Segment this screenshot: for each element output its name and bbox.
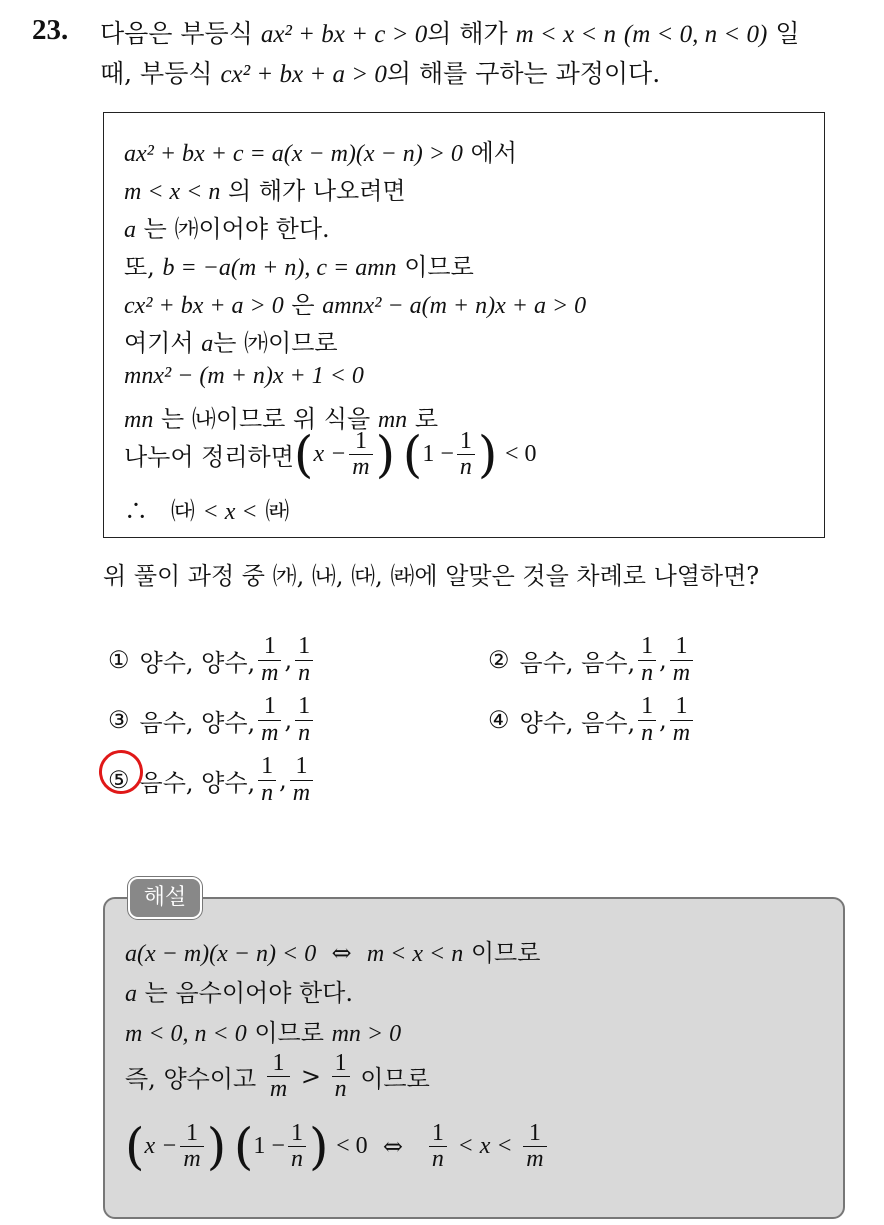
fraction-1-over-m: $\frac{1}{m}$ [349,429,372,480]
process-line-5: cx² + bx + a > 0 은 amnx² − a(m + n)x + a > 0 [124,291,587,319]
process-line-4: 또, b = −a(m + n), c = amn 이므로 [124,253,474,281]
process-line-7: mnx² − (m + n)x + 1 < 0 [124,363,364,389]
process-line-9: 나누어 정리하면(x − $\frac{1}{m}$ ) (1 − $\frac{1}{n}$ ) < 0 [124,425,537,484]
process-line-1: ax² + bx + c = a(x − m)(x − n) > 0 에서 [124,139,517,167]
question-prompt: 위 풀이 과정 중 ㈎, ㈏, ㈐, ㈑에 알맞은 것을 차례로 나열하면? [103,562,760,590]
solution-label: 해설 [128,877,202,919]
fraction-1-over-n: $\frac{1}{n}$ [457,429,475,480]
option-1[interactable]: ① 양수, 양수, $\frac{1}{m}$ , $\frac{1}{n}$ [108,632,316,688]
blank-na: ㈏ [191,405,216,433]
blank-ga-2: ㈎ [244,329,269,357]
option-2[interactable]: ② 음수, 음수, $\frac{1}{n}$ , $\frac{1}{m}$ [488,632,696,688]
option-4[interactable]: ④ 양수, 음수, $\frac{1}{n}$ , $\frac{1}{m}$ [488,692,696,748]
process-line-8: mn 는 ㈏이므로 위 식을 mn 로 [124,405,438,433]
solution-line-4: 즉, 양수이고 $\frac{1}{m}$ > $\frac{1}{n}$ 이므로 [125,1050,430,1103]
solution-line-1: a(x − m)(x − n) < 0 ⇔ m < x < n 이므로 [125,939,541,967]
option-5[interactable]: ⑤ 음수, 양수, $\frac{1}{n}$ , $\frac{1}{m}$ [108,752,316,808]
blank-ra: ㈑ [265,497,290,525]
option-3[interactable]: ③ 음수, 양수, $\frac{1}{m}$ , $\frac{1}{n}$ [108,692,316,748]
solution-line-2: a 는 음수이어야 한다. [125,979,353,1007]
process-line-3: a 는 ㈎이어야 한다. [124,215,330,243]
question-number: 23. [32,14,69,46]
process-line-2: m < x < n 의 해가 나오려면 [124,177,406,205]
blank-da: ㈐ [170,497,195,525]
blank-ga: ㈎ [174,215,199,243]
process-line-6: 여기서 a는 ㈎이므로 [124,329,338,357]
solution-line-3: m < 0, n < 0 이므로 mn > 0 [125,1019,402,1047]
process-line-10: ∴ ㈐ < x < ㈑ [124,497,290,525]
question-line-2: 때, 부등식 cx² + bx + a > 0의 해를 구하는 과정이다. [100,59,661,88]
question-line-1: 다음은 부등식 ax² + bx + c > 0의 해가 m < x < n (m < 0, n < 0) 일 [100,19,800,48]
solution-box [103,897,845,1219]
process-box [103,112,825,538]
solution-line-5: (x − $\frac{1}{m}$ ) (1 − $\frac{1}{n}$ ) < 0 ⇔ $\frac{1}{n}$ < x < $\frac{1}{m}$ [125,1121,550,1172]
